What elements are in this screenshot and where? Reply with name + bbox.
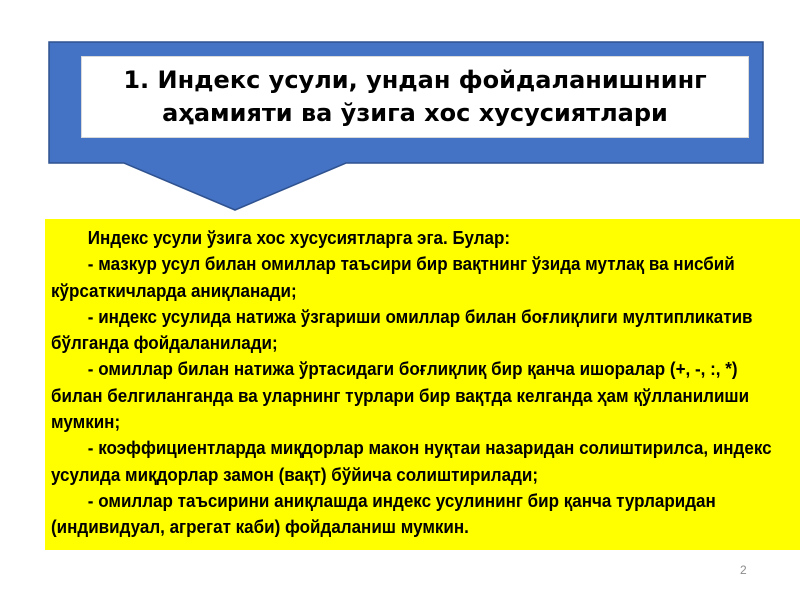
intro-text: Индекс усули ўзига хос хусусиятларга эга. Булар: [87, 227, 511, 248]
slide-title: 1. Индекс усули, ундан фойдаланишнинг аҳамияти ва ўзига хос хусусиятлари [123, 66, 707, 127]
content-box [45, 219, 800, 550]
page-number: 2 [740, 563, 747, 577]
list-item: - коэффициентларда миқдорлар макон нуқтаи назаридан солиштирилса, индекс усулида миқдорлар замон (вақт) бўйича солиштирилади; [51, 437, 772, 485]
list-item: - омиллар билан натижа ўртасидаги боғлиқлиқ бир қанча ишоралар (+, -, :, *) билан белгиланганда ва уларнинг турлари бир вақтда келганда ҳам қўлланилиши мумкин; [51, 358, 750, 433]
list-item: - индекс усулида натижа ўзгариши омиллар билан боғлиқлиги мултипликатив бўлганда фойдаланилади; [51, 305, 753, 354]
list-item: - мазкур усул билан омиллар таъсири бир вақтнинг ўзида мутлақ ва нисбий кўрсаткичларда аниқланади; [51, 253, 735, 301]
list-item: - омиллар таъсирини аниқлашда индекс усулининг бир қанча турларидан (индивидуал, агрегат каби) фойдаланиш мумкин. [51, 489, 716, 538]
title-box [81, 56, 749, 138]
